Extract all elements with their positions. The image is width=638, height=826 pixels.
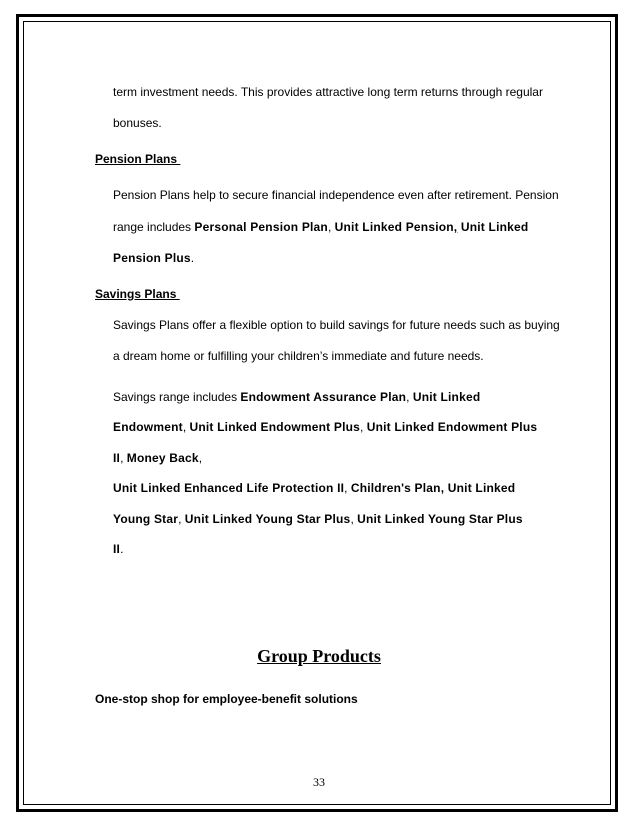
product-unit-linked-endowment-plus: Unit Linked Endowment Plus xyxy=(189,420,361,434)
product-young-star-plus-ii-a: Unit Linked Young Star Plus xyxy=(357,512,523,526)
savings-plans-heading: Savings Plans xyxy=(95,287,180,301)
page-number: 33 xyxy=(313,775,325,789)
product-unit-linked-pension-plus-b: Pension Plus xyxy=(113,251,191,265)
pension-line-2: range includes Personal Pension Plan, Unit Linked Pension, Unit Linked xyxy=(113,220,529,234)
product-personal-pension-plan: Personal Pension Plan xyxy=(194,220,328,234)
savings-line-4: Endowment, Unit Linked Endowment Plus, Unit Linked Endowment Plus xyxy=(113,420,538,434)
savings-line-1: Savings Plans offer a flexible option to build savings for future needs such as buying xyxy=(113,318,560,332)
product-childrens-plan: Children's Plan, Unit Linked xyxy=(350,481,516,495)
product-unit-linked-endowment-b: Endowment xyxy=(113,420,183,434)
page-border-inner xyxy=(23,21,611,805)
product-unit-linked-endowment-a: Unit Linked xyxy=(412,390,481,404)
product-unit-linked-pension-plus-a: Unit Linked xyxy=(457,220,529,234)
product-unit-linked-pension: Unit Linked Pension xyxy=(334,220,454,234)
pension-plans-heading: Pension Plans xyxy=(95,152,181,166)
product-unit-linked-endowment-plus-ii-b: II xyxy=(113,451,121,465)
group-products-subheading: One-stop shop for employee-benefit solutions xyxy=(95,692,358,706)
savings-line-6: Unit Linked Enhanced Life Protection II, Children's Plan, Unit Linked xyxy=(113,481,516,495)
pension-line-1: Pension Plans help to secure financial independence even after retirement. Pension xyxy=(113,188,559,202)
product-endowment-assurance-plan: Endowment Assurance Plan xyxy=(240,390,407,404)
savings-line-5: II, Money Back, xyxy=(113,451,203,465)
savings-line-7: Young Star, Unit Linked Young Star Plus, Unit Linked Young Star Plus xyxy=(113,512,523,526)
product-young-star-plus-ii-b: II xyxy=(113,542,121,556)
group-products-title: Group Products xyxy=(257,646,381,666)
product-money-back: Money Back xyxy=(126,451,199,465)
product-unit-linked-endowment-plus-ii-a: Unit Linked Endowment Plus xyxy=(366,420,538,434)
intro-line-2: bonuses. xyxy=(113,116,162,130)
intro-line-1: term investment needs. This provides attractive long term returns through regular xyxy=(113,85,543,99)
product-young-star: Young Star xyxy=(113,512,179,526)
pension-line-3: Pension Plus. xyxy=(113,251,195,265)
product-enhanced-life-protection-ii: Unit Linked Enhanced Life Protection II xyxy=(113,481,345,495)
savings-line-3: Savings range includes Endowment Assurance Plan, Unit Linked xyxy=(113,390,481,404)
savings-line-2: a dream home or fulfilling your children’s immediate and future needs. xyxy=(113,349,484,363)
product-young-star-plus: Unit Linked Young Star Plus xyxy=(184,512,351,526)
savings-line-8: II. xyxy=(113,542,124,556)
